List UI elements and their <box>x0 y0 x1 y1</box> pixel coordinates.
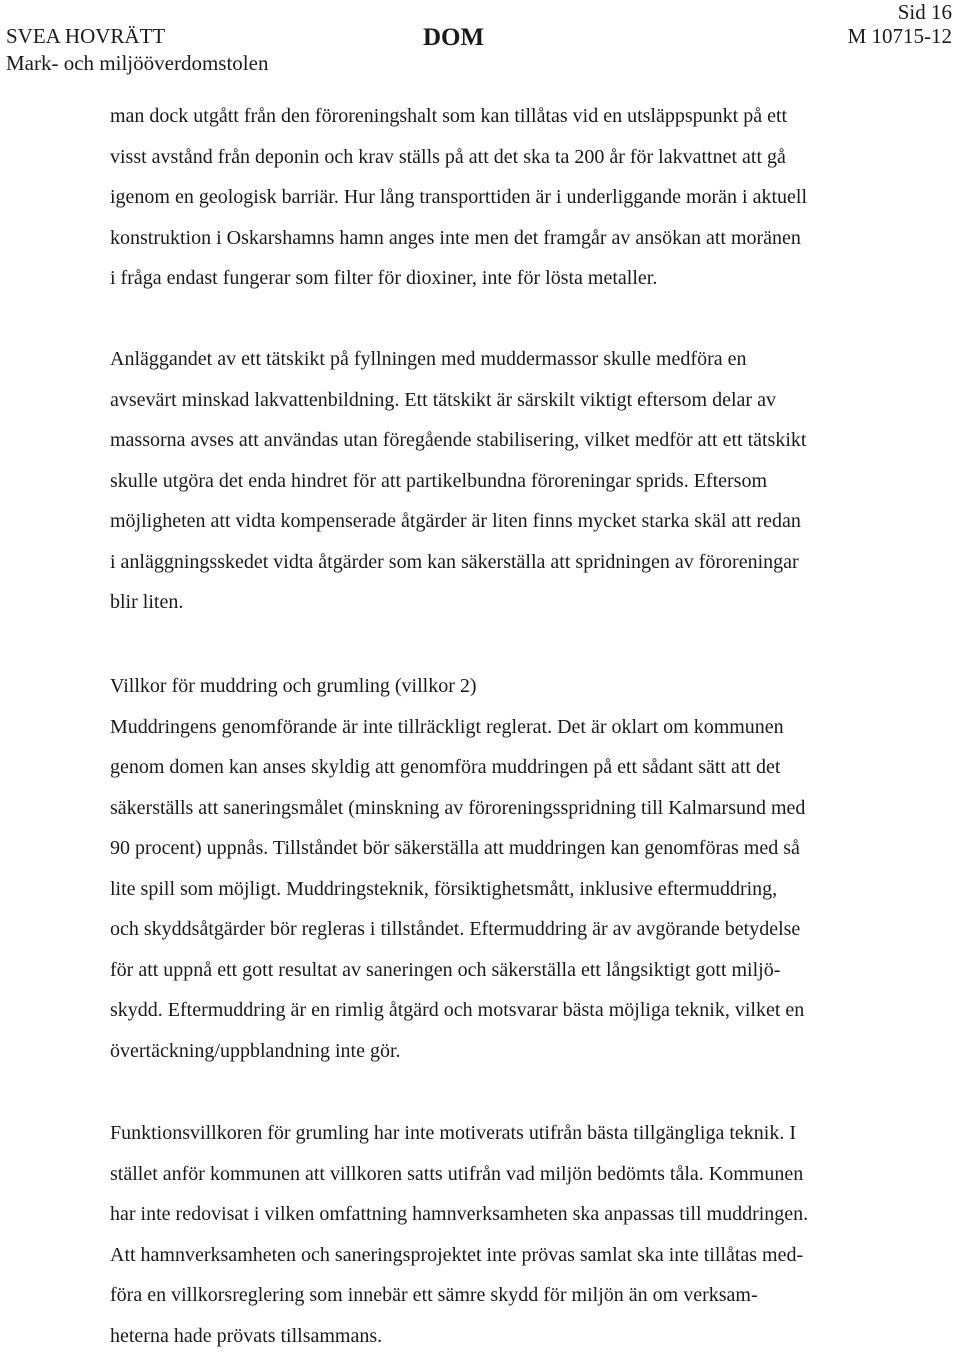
text-line: skulle utgöra det enda hindret för att partikelbundna föroreningar sprids. Eftersom <box>110 461 936 502</box>
text-line: igenom en geologisk barriär. Hur lång transporttiden är i underliggande morän i aktuell <box>110 177 936 218</box>
text-line: och skyddsåtgärder bör regleras i tillståndet. Eftermuddring är av avgörande betydelse <box>110 909 936 950</box>
court-division: Mark- och miljööverdomstolen <box>6 51 268 75</box>
document-type: DOM <box>423 24 484 52</box>
text-line: har inte redovisat i vilken omfattning hamnverksamheten ska anpassas till muddringen. <box>110 1194 936 1235</box>
page-number: Sid 16 <box>898 0 952 24</box>
text-line: man dock utgått från den föroreningshalt som kan tillåtas vid en utsläppspunkt på ett <box>110 96 936 137</box>
text-line: stället anför kommunen att villkoren satts utifrån vad miljön bedömts tåla. Kommunen <box>110 1154 936 1195</box>
text-line: Funktionsvillkoren för grumling har inte motiverats utifrån bästa tillgängliga teknik. I <box>110 1113 936 1154</box>
text-line: lite spill som möjligt. Muddringsteknik, försiktighetsmått, inklusive eftermuddring, <box>110 869 936 910</box>
paragraph-dispersion <box>110 96 936 299</box>
text-line: säkerställs att saneringsmålet (minskning av föroreningsspridning till Kalmarsund med <box>110 788 936 829</box>
text-line: konstruktion i Oskarshamns hamn anges inte men det framgår av ansökan att moränen <box>110 218 936 259</box>
text-line: heterna hade prövats tillsammans. <box>110 1316 936 1356</box>
case-number: M 10715-12 <box>848 24 952 48</box>
text-line: Muddringens genomförande är inte tillräckligt reglerat. Det är oklart om kommunen <box>110 707 936 748</box>
text-line: möjligheten att vidta kompenserade åtgärder är liten finns mycket starka skäl att redan <box>110 501 936 542</box>
text-line: i anläggningsskedet vidta åtgärder som kan säkerställa att spridningen av föroreningar <box>110 542 936 583</box>
paragraph-dredging-conditions <box>110 666 936 1071</box>
text-line: genom domen kan anses skyldig att genomföra muddringen på ett sådant sätt att det <box>110 747 936 788</box>
text-line: föra en villkorsreglering som innebär ett sämre skydd för miljön än om verksam- <box>110 1275 936 1316</box>
text-line: skydd. Eftermuddring är en rimlig åtgärd och motsvarar bästa möjliga teknik, vilket en <box>110 990 936 1031</box>
text-line: 90 procent) uppnås. Tillståndet bör säkerställa att muddringen kan genomföras med så <box>110 828 936 869</box>
text-line: i fråga endast fungerar som filter för dioxiner, inte för lösta metaller. <box>110 258 936 299</box>
court-name: SVEA HOVRÄTT <box>6 24 165 48</box>
section-heading: Villkor för muddring och grumling (villkor 2) <box>110 666 936 707</box>
text-line: visst avstånd från deponin och krav ställs på att det ska ta 200 år för lakvattnet att gå <box>110 137 936 178</box>
text-line: massorna avses att användas utan föregående stabilisering, vilket medför att ett tätskikt <box>110 420 936 461</box>
text-line: Att hamnverksamheten och saneringsprojektet inte prövas samlat ska inte tillåtas med- <box>110 1235 936 1276</box>
text-line: Anläggandet av ett tätskikt på fyllningen med muddermassor skulle medföra en <box>110 339 936 380</box>
text-line: för att uppnå ett gott resultat av saneringen och säkerställa ett långsiktigt gott miljö- <box>110 950 936 991</box>
paragraph-turbidity-conditions <box>110 1113 936 1356</box>
text-line: blir liten. <box>110 582 936 623</box>
paragraph-sealing-layer <box>110 339 936 623</box>
text-line: avsevärt minskad lakvattenbildning. Ett tätskikt är särskilt viktigt eftersom delar av <box>110 380 936 421</box>
text-line: övertäckning/uppblandning inte gör. <box>110 1031 936 1072</box>
